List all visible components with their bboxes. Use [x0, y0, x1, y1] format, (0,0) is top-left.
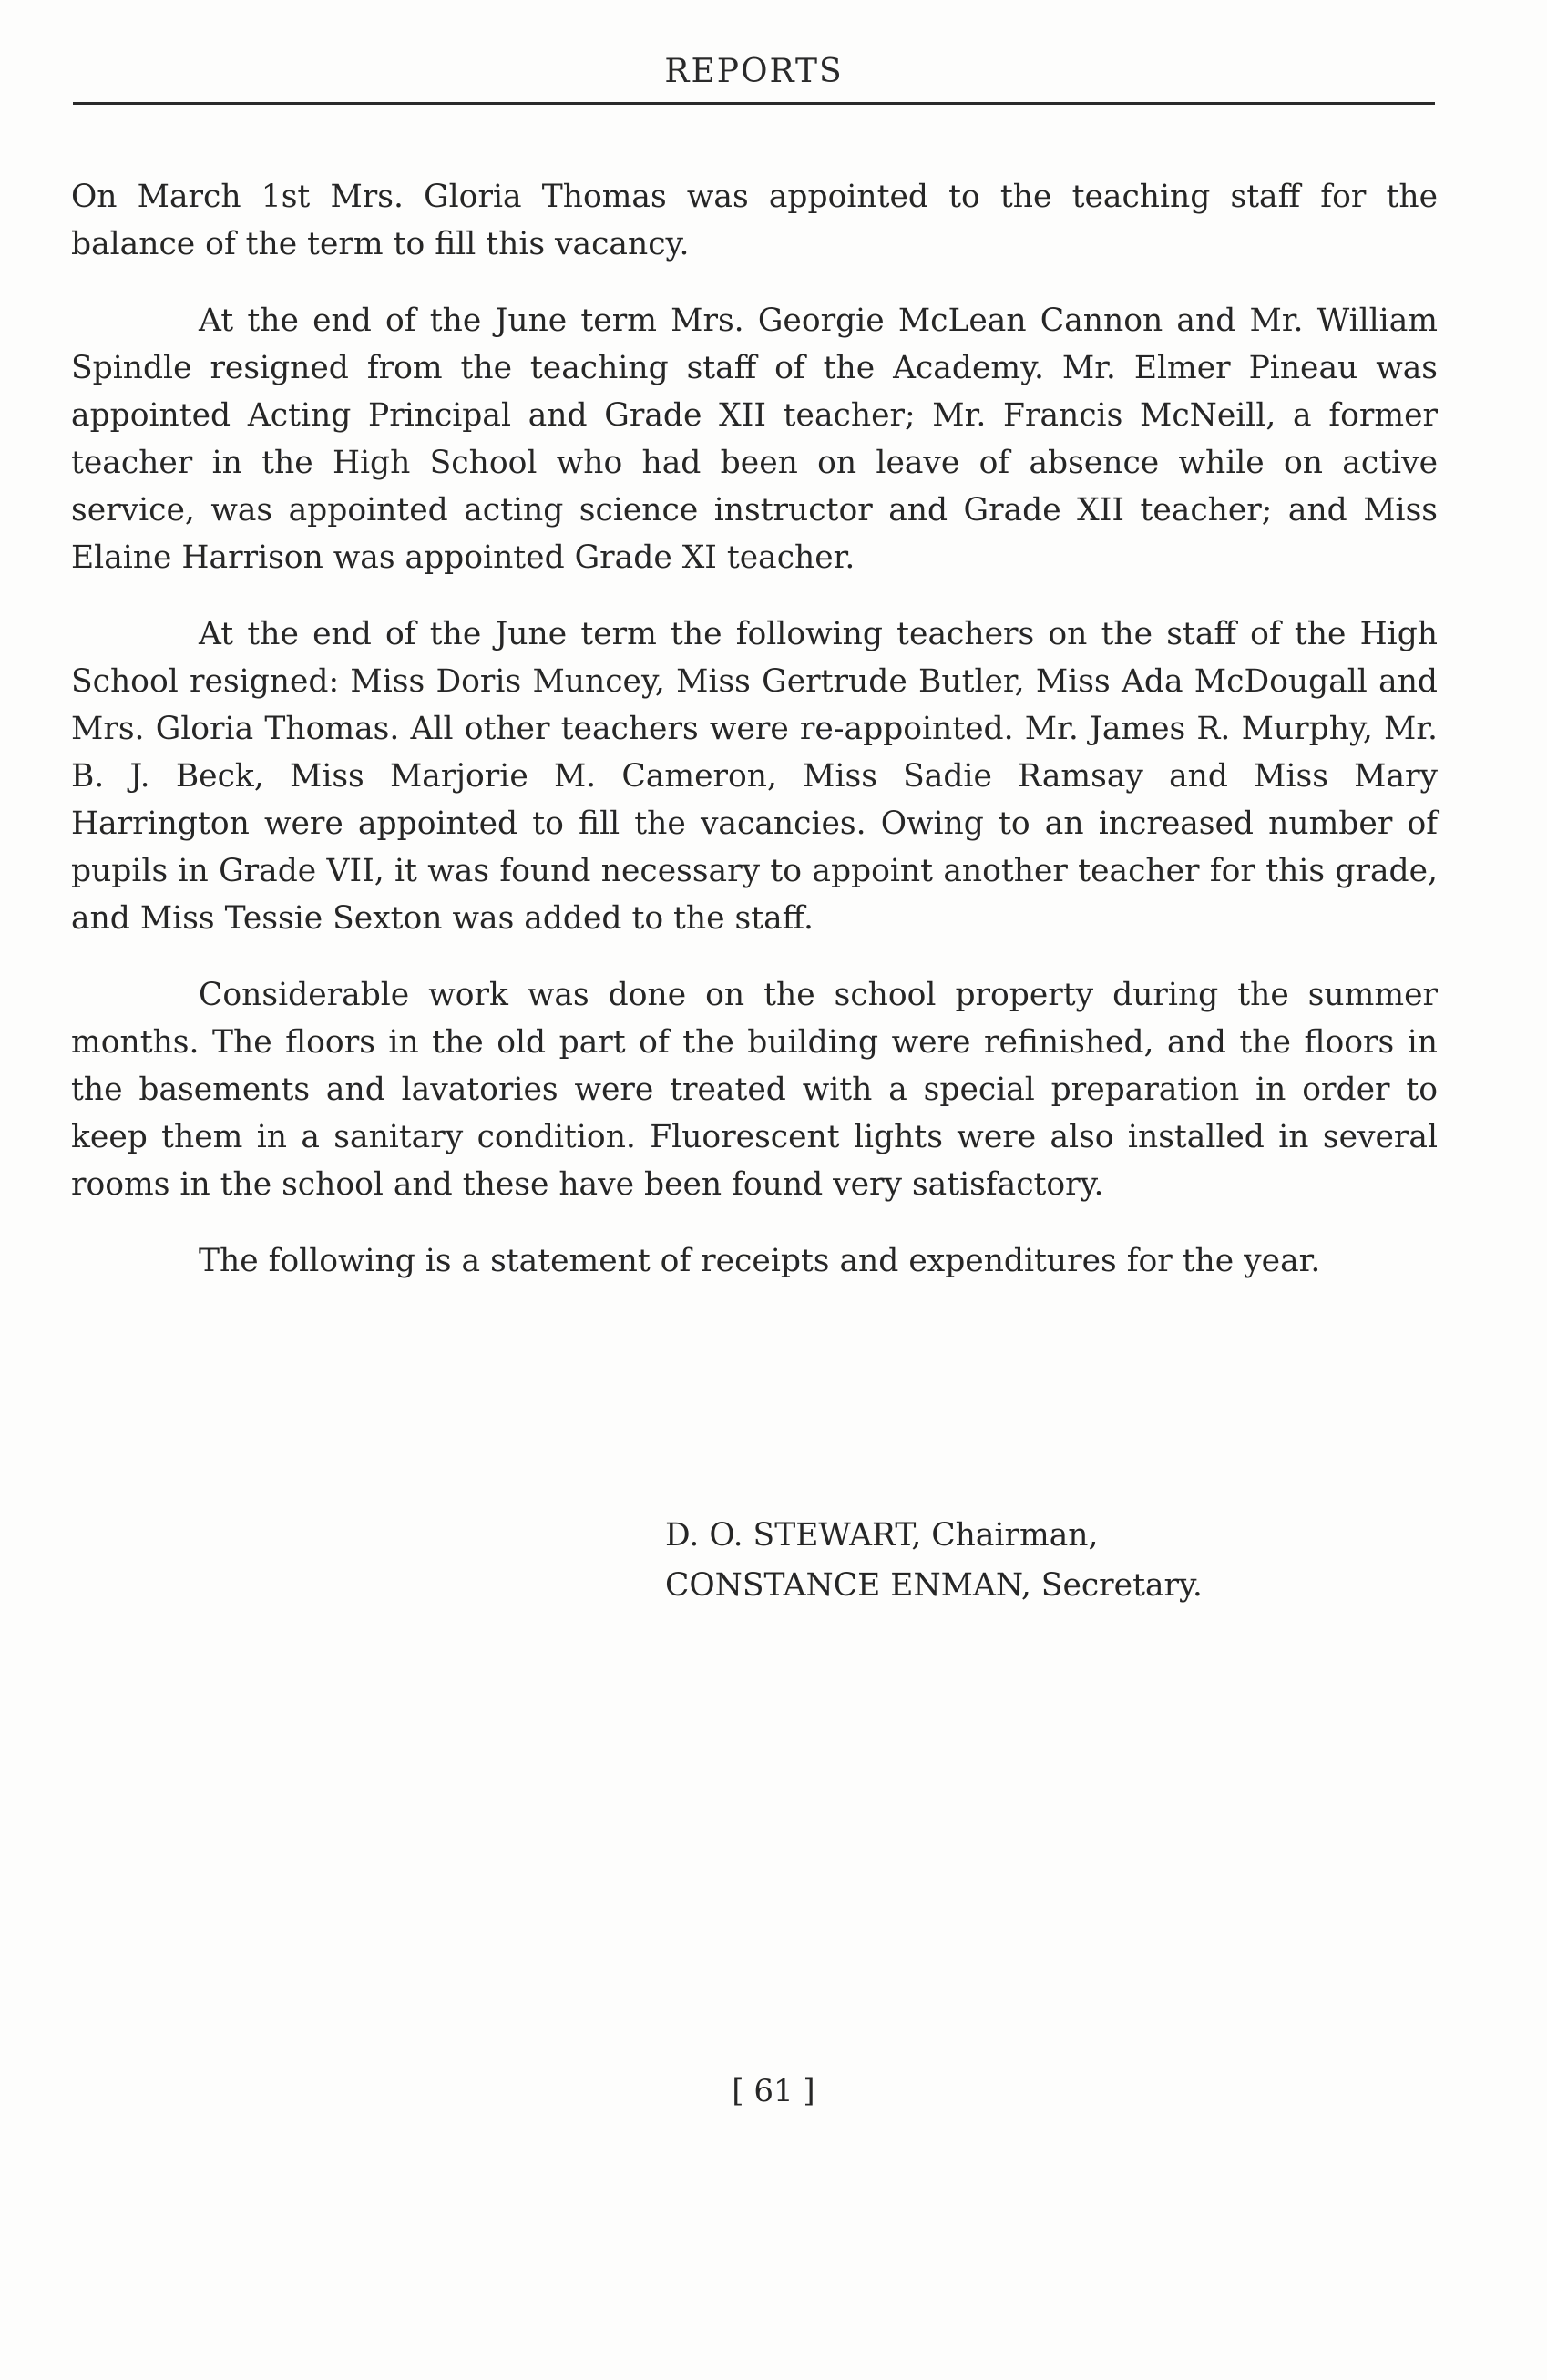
header-rule	[73, 102, 1435, 105]
signature-secretary: CONSTANCE ENMAN, Secretary.	[665, 1567, 1203, 1604]
signature-chairman: D. O. STEWART, Chairman,	[665, 1517, 1099, 1554]
paragraph-statement-intro: The following is a statement of receipts and expenditures for the year.	[199, 1243, 1321, 1279]
paragraph-june-resignations-academy: At the end of the June term Mrs. Georgie McLean Cannon and Mr. William Spindle resigned from the teaching staff of the Academy. Mr. Elmer Pineau was appointed Acting Principal and Grade XII teacher; Mr. Francis McNeill, a former teacher in the High School who had been on leave of absence while on active service, was appointed acting science instructor and Grade XII teacher; and Miss Elaine Harrison was appointed Grade XI teacher.	[71, 303, 1438, 576]
paragraph-property-work: Considerable work was done on the school property during the summer months. The floors in the old part of the building were refinished, and the floors in the basements and lavatories were treated with a special preparation in order to keep them in a sanitary condition. Fluorescent lights were also installed in several rooms in the school and these have been found very satisfactory.	[71, 977, 1438, 1203]
paragraph-june-resignations-high-school: At the end of the June term the following teachers on the staff of the High School resigned: Miss Doris Muncey, Miss Gertrude Butler, Miss Ada McDougall and Mrs. Gloria Thomas. All other teachers were re-appointed. Mr. James R. Murphy, Mr. B. J. Beck, Miss Marjorie M. Cameron, Miss Sadie Ramsay and Miss Mary Harrington were appointed to fill the vacancies. Owing to an increased number of pupils in Grade VII, it was found necessary to appoint another teacher for this grade, and Miss Tessie Sexton was added to the staff.	[71, 616, 1438, 937]
signature-block	[665, 1511, 1203, 1611]
report-body	[71, 173, 1438, 1314]
paragraph-appointment-thomas: On March 1st Mrs. Gloria Thomas was appointed to the teaching staff for the balance of the term to fill this vacancy.	[71, 179, 1438, 262]
page-number: [ 61 ]	[732, 2073, 815, 2109]
running-title: REPORTS	[664, 53, 844, 90]
